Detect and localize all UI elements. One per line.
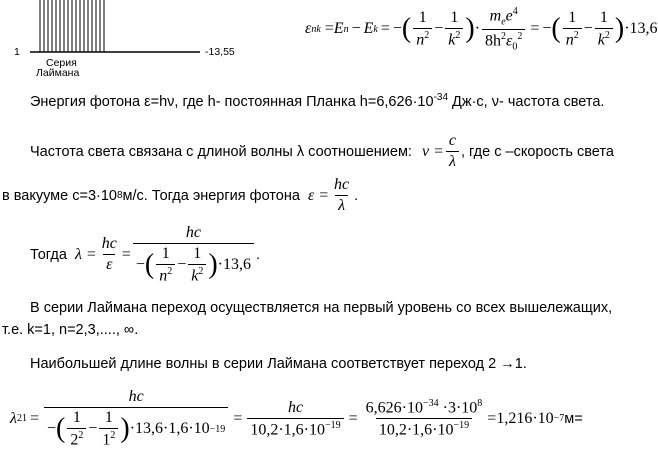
- frequency-paragraph: Частота света связана с длиной волны λ соотношением: ν = $\frac{c}{\lambda}$ , где с –скорость света: [30, 132, 614, 170]
- lyman-paragraph-line2: т.е. k=1, n=2,3,...., ∞.: [2, 322, 139, 338]
- longest-wavelength-paragraph: Наибольшей длине волны в серии Лаймана соответствует переход 2 →1.: [30, 356, 527, 372]
- level-number-label: 1: [14, 46, 20, 58]
- transition-arrows: [40, 0, 104, 52]
- lyman-paragraph-line1: В серии Лаймана переход осуществляется на первый уровень со всех вышележащих,: [30, 300, 613, 316]
- energy-difference-formula: ε nk = E n − E k = − ( $\frac{1}{n^2}$ − $\frac{1}{k^2}$ ) · $\frac{m_ee^4}{8h^2\varepsilon_0^2}$ = − ( $\frac{1}{n^2}$ − $\frac{1}{k^2}$ ) ·13,6: [305, 6, 658, 53]
- level-energy-label: -13,55: [205, 46, 235, 58]
- final-calculation: λ 21 = hc − ( $\frac{1}{2^2}$ − $\frac{1}{1^2}$ ) ·13,6·1,6·10 −19 = $\frac{hc}{10,2\cdot 1,6\cdot 10^{-19}}$ = $\frac{6,626\cdot 10^{-34} \cdot 3\cdot 10^8}{10,2\cdot 1,6\cdot 10^{-19}}$ =1,216·10 −7 м=: [10, 388, 583, 449]
- wavelength-formula: Тогда λ = $\frac{hc}{\varepsilon}$ = hc − ( $\frac{1}{n^2}$ − $\frac{1}{k^2}$ ) ·13,6 .: [30, 224, 261, 285]
- vacuum-paragraph: в вакууме с=3·10 8 м/с. Тогда энергия фотона ε = $\frac{hc}{\lambda}$ .: [2, 176, 359, 214]
- photon-energy-paragraph: Энергия фотона ε=hν, где h- постоянная Планка $h=6,626\cdot 10^{-34}$ Дж·с, ν- частота света.: [30, 92, 605, 110]
- series-label-line2: Лаймана: [36, 67, 80, 79]
- series-label-line1: Серия: [46, 57, 77, 69]
